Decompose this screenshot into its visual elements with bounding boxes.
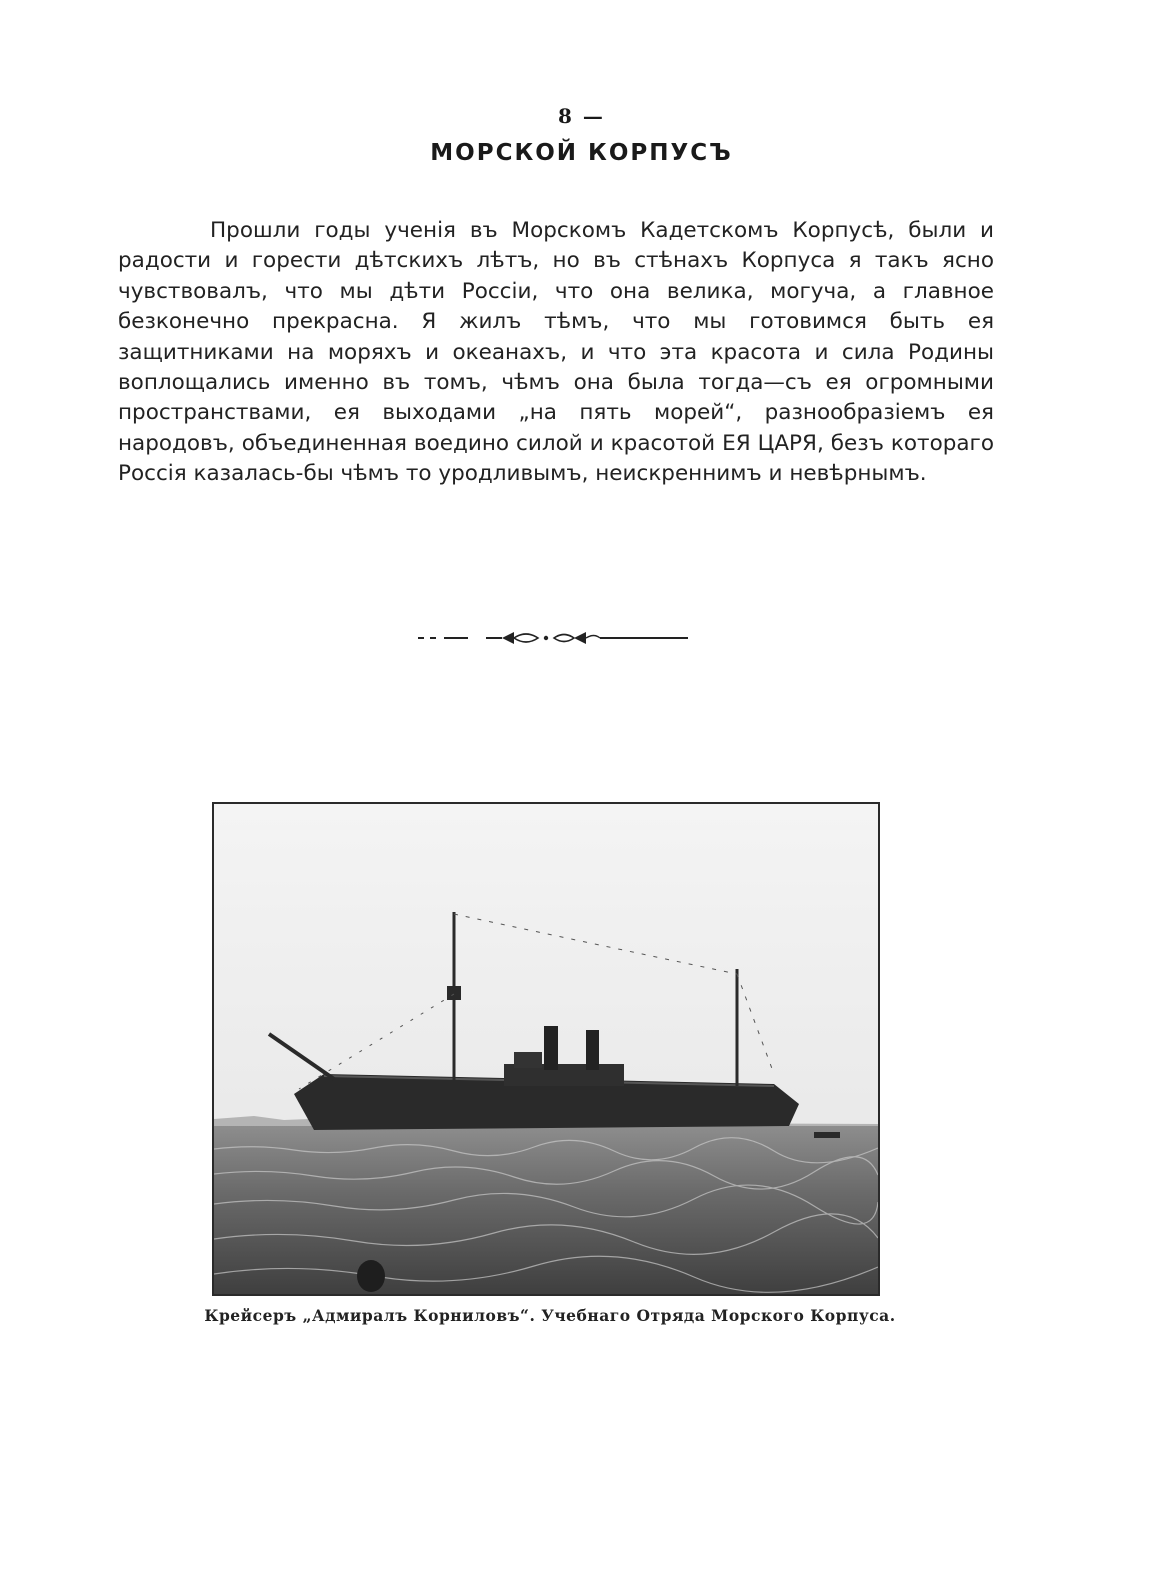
decorative-divider: [418, 628, 690, 648]
page-number: 8 —: [558, 104, 605, 128]
ship-photo-illustration: [214, 804, 878, 1294]
chapter-title: МОРСКОЙ КОРПУСЪ: [430, 140, 733, 166]
body-paragraph: Прошли годы ученія въ Морскомъ Кадетскомъ Корпусѣ, были и радости и горести дѣтскихъ лѣтъ, но въ стѣнахъ Корпуса я такъ ясно чувствовалъ, что мы дѣти Россіи, что она велика, могуча, а главное безконечно прекрасна. Я жилъ тѣмъ, что мы готовимся быть ея защитниками на моряхъ и океанахъ, и что эта красота и сила Родины воплощались именно въ томъ, чѣмъ она была тогда—съ ея огромными пространствами, ея выходами „на пять морей“, разнообразіемъ ея народовъ, объединенная воедино силой и красотой ЕЯ ЦАРЯ, безъ котораго Россія казалась-бы чѣмъ то уродливымъ, неискреннимъ и невѣрнымъ.: [118, 218, 994, 487]
cruiser-photograph: [212, 802, 880, 1296]
ornament-icon: [418, 628, 690, 648]
photo-caption: Крейсеръ „Адмиралъ Корниловъ“. Учебнаго Отряда Морского Корпуса.: [204, 1306, 896, 1325]
